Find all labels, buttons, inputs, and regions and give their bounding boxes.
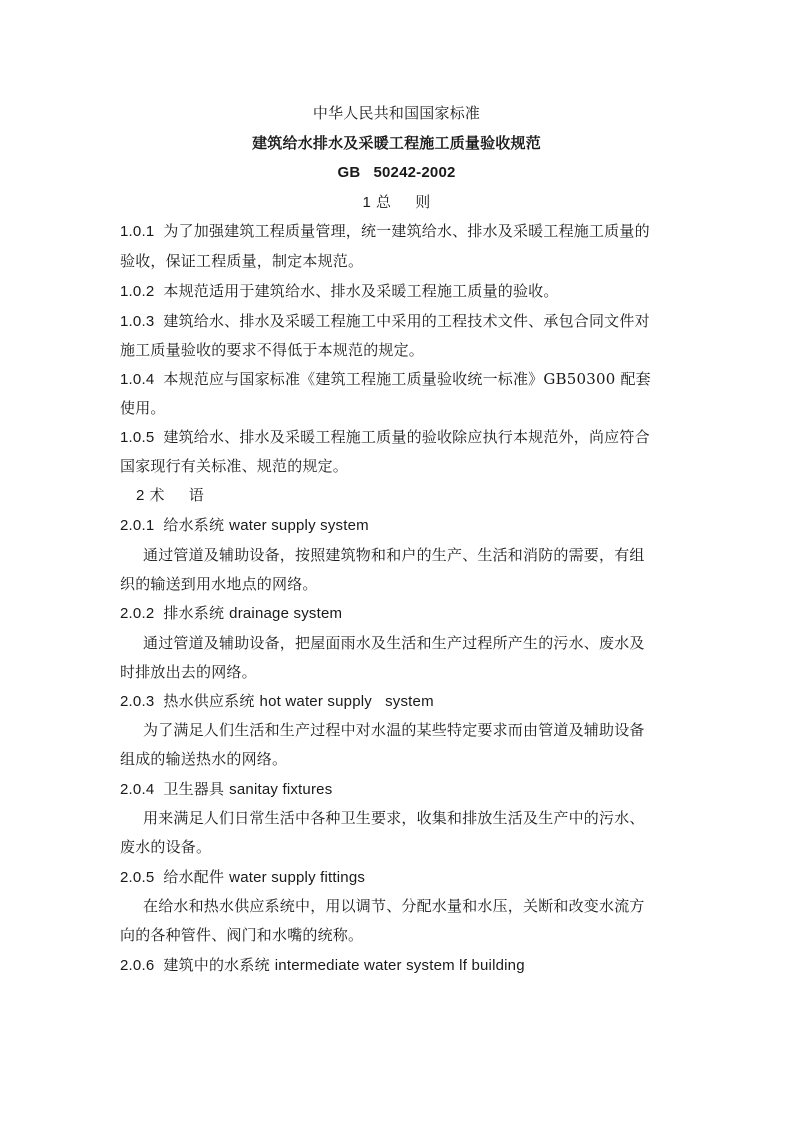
term-2-0-4-def-cont: 废水的设备。	[120, 838, 212, 856]
term-number: 2.0.5	[120, 869, 155, 886]
term-en: water supply fittings	[229, 869, 366, 886]
chapter1-title-part2: 则	[415, 193, 431, 211]
clause-number: 1.0.2	[120, 283, 155, 300]
term-2-0-2	[120, 603, 342, 624]
clause-number: 1.0.3	[120, 313, 155, 330]
chapter2-title-part1: 术	[149, 486, 165, 504]
clause-number: 1.0.1	[120, 223, 155, 240]
term-2-0-3-def: 为了满足人们生活和生产过程中对水温的某些特定要求而由管道及辅助设备	[143, 721, 645, 739]
clause-text: 建筑给水、排水及采暖工程施工质量的验收除应执行本规范外，尚应符合	[163, 428, 650, 446]
term-cn: 给水配件	[163, 868, 225, 886]
term-en: water supply system	[229, 517, 369, 534]
term-cn: 卫生器具	[163, 780, 225, 798]
term-number: 2.0.3	[120, 693, 155, 710]
term-2-0-1-def-cont: 织的输送到用水地点的网络。	[120, 575, 318, 593]
term-2-0-1	[120, 515, 369, 536]
term-2-0-5-def-cont: 向的各种管件、阀门和水嘴的统称。	[120, 926, 364, 944]
clause-1-0-1-cont: 验收，保证工程质量，制定本规范。	[120, 252, 364, 270]
clause-text: 本规范应与国家标准《建筑工程施工质量验收统一标准》GB50300 配套	[163, 370, 651, 388]
clause-number: 1.0.4	[120, 371, 155, 388]
term-number: 2.0.1	[120, 517, 155, 534]
clause-1-0-5-cont: 国家现行有关标准、规范的规定。	[120, 457, 349, 475]
chapter1-number: 1	[362, 194, 372, 211]
standard-code-text: GB 50242-2002	[337, 164, 456, 181]
document-title: 建筑给水排水及采暖工程施工质量验收规范	[252, 134, 541, 152]
term-2-0-4	[120, 779, 332, 800]
clause-1-0-5	[120, 427, 650, 448]
clause-1-0-2	[120, 281, 559, 302]
chapter1-title-part1: 总	[376, 193, 392, 211]
term-cn: 热水供应系统	[163, 692, 255, 710]
term-2-0-1-def: 通过管道及辅助设备，按照建筑物和和户的生产、生活和消防的需要，有组	[143, 546, 645, 564]
chapter2-title-part2: 语	[188, 486, 204, 504]
chapter1-heading	[0, 192, 793, 213]
clause-text: 建筑给水、排水及采暖工程施工中采用的工程技术文件、承包合同文件对	[163, 312, 650, 330]
clause-text: 为了加强建筑工程质量管理，统一建筑给水、排水及采暖工程施工质量的	[163, 222, 650, 240]
term-2-0-6	[120, 955, 525, 976]
clause-1-0-4	[120, 369, 651, 390]
term-en: intermediate water system lf building	[274, 957, 525, 974]
clause-number: 1.0.5	[120, 429, 155, 446]
clause-1-0-4-cont: 使用。	[120, 399, 166, 417]
clause-text: 本规范适用于建筑给水、排水及采暖工程施工质量的验收。	[163, 282, 559, 300]
chapter2-heading	[136, 485, 204, 506]
term-en: drainage system	[229, 605, 343, 622]
standard-code	[0, 163, 793, 183]
term-2-0-5	[120, 867, 365, 888]
term-cn: 给水系统	[163, 516, 225, 534]
term-cn: 建筑中的水系统	[163, 956, 270, 974]
term-2-0-3-def-cont: 组成的输送热水的网络。	[120, 750, 288, 768]
clause-1-0-1	[120, 221, 650, 242]
term-2-0-3	[120, 691, 434, 712]
term-en: sanitay fixtures	[229, 781, 333, 798]
term-en: hot water supply system	[259, 693, 434, 710]
clause-1-0-3	[120, 311, 650, 332]
term-number: 2.0.4	[120, 781, 155, 798]
chapter2-number: 2	[136, 487, 145, 504]
term-cn: 排水系统	[163, 604, 225, 622]
term-2-0-4-def: 用来满足人们日常生活中各种卫生要求，收集和排放生活及生产中的污水、	[143, 809, 645, 827]
term-2-0-2-def: 通过管道及辅助设备，把屋面雨水及生活和生产过程所产生的污水、废水及	[143, 634, 645, 652]
term-number: 2.0.2	[120, 605, 155, 622]
term-2-0-2-def-cont: 时排放出去的网络。	[120, 663, 257, 681]
term-number: 2.0.6	[120, 957, 155, 974]
clause-1-0-3-cont: 施工质量验收的要求不得低于本规范的规定。	[120, 341, 425, 359]
issuer-line: 中华人民共和国国家标准	[312, 104, 481, 122]
term-2-0-5-def: 在给水和热水供应系统中，用以调节、分配水量和水压，关断和改变水流方	[143, 897, 645, 915]
